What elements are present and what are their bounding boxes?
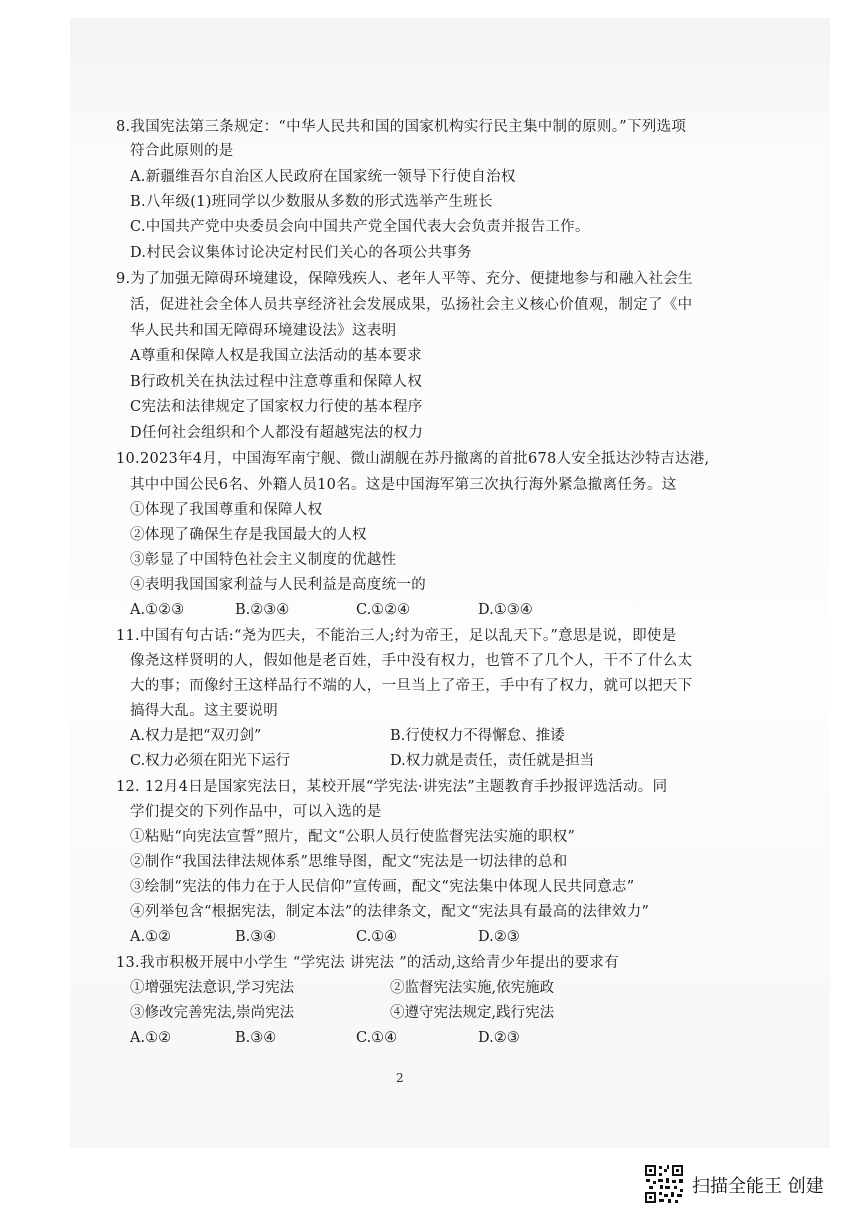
option-a: A.新疆维吾尔自治区人民政府在国家统一领导下行使自治权 — [130, 169, 516, 185]
option-c: C宪法和法律规定了国家权力行使的基本程序 — [130, 399, 423, 415]
choice-d: D.权力就是责任，责任就是担当 — [390, 753, 595, 769]
choice-b: B.行使权力不得懈怠、推诿 — [390, 728, 565, 744]
scanner-watermark — [644, 1164, 844, 1204]
option-a: A尊重和保障人权是我国立法活动的基本要求 — [130, 348, 422, 364]
question-stem: 像尧这样贤明的人，假如他是老百姓，手中没有权力，也管不了几个人，干不了什么太 — [130, 653, 693, 669]
page-number: 2 — [396, 1071, 404, 1085]
option-c: C.中国共产党中央委员会向中国共产党全国代表大会负责并报告工作。 — [130, 219, 590, 235]
choice-c: C.①②④ — [356, 602, 411, 618]
qr-code-icon — [644, 1164, 684, 1204]
question-stem: 活，促进社会全体人员共享经济社会发展成果，弘扬社会主义核心价值观，制定了《中 — [130, 297, 693, 313]
question-stem: 华人民共和国无障碍环境建设法》这表明 — [130, 323, 397, 339]
choice-c: C.①④ — [356, 1030, 398, 1046]
choice-b: B.③④ — [235, 929, 277, 945]
statement-item: ④列举包含“根据宪法，制定本法”的法律条文，配文“宪法具有最高的法律效力” — [130, 904, 650, 920]
choice-b: B.③④ — [235, 1030, 277, 1046]
choice-d: D.②③ — [478, 1030, 520, 1046]
choice-c: C.权力必须在阳光下运行 — [130, 753, 291, 769]
choice-a: A.①②③ — [130, 602, 185, 618]
option-b: B.八年级(1)班同学以少数服从多数的形式选举产生班长 — [130, 194, 493, 210]
choice-d: D.②③ — [478, 929, 520, 945]
option-b: B行政机关在执法过程中注意尊重和保障人权 — [130, 374, 423, 390]
statement-item: ④表明我国国家利益与人民利益是高度统一的 — [130, 577, 426, 593]
statement-item: ①粘贴“向宪法宣誓”照片，配文“公职人员行使监督宪法实施的职权” — [130, 829, 576, 845]
choice-a: A.权力是把“双刃剑” — [130, 728, 262, 744]
question-stem: 12. 12月4日是国家宪法日，某校开展“学宪法·讲宪法”主题教育手抄报评选活动。同 — [116, 779, 668, 795]
statement-item: ②监督宪法实施,依宪施政 — [390, 980, 555, 996]
question-stem: 学们提交的下列作品中，可以入选的是 — [130, 804, 382, 820]
question-stem: 11.中国有句古话:“尧为匹夫，不能治三人;纣为帝王，足以乱天下。”意思是说，即使是 — [116, 628, 677, 644]
choice-b: B.②③④ — [235, 602, 290, 618]
option-d: D.村民会议集体讨论决定村民们关心的各项公共事务 — [130, 245, 472, 261]
statement-item: ③彰显了中国特色社会主义制度的优越性 — [130, 552, 397, 568]
choice-a: A.①② — [130, 1030, 172, 1046]
statement-item: ③修改完善宪法,崇尚宪法 — [130, 1005, 295, 1021]
scanner-brand-label: 扫描全能王 创建 — [692, 1176, 824, 1197]
statement-item: ①体现了我国尊重和保障人权 — [130, 502, 323, 518]
option-d: D任何社会组织和个人都没有超越宪法的权力 — [130, 425, 424, 441]
statement-item: ②体现了确保生存是我国最大的人权 — [130, 527, 367, 543]
question-stem: 搞得大乱。这主要说明 — [130, 703, 278, 719]
choice-d: D.①③④ — [478, 602, 533, 618]
statement-item: ④遵守宪法规定,践行宪法 — [390, 1005, 555, 1021]
question-stem: 符合此原则的是 — [130, 143, 234, 159]
question-stem: 8.我国宪法第三条规定：“中华人民共和国的国家机构实行民主集中制的原则。”下列选项 — [116, 119, 687, 135]
statement-item: ①增强宪法意识,学习宪法 — [130, 980, 295, 996]
choice-c: C.①④ — [356, 929, 398, 945]
question-stem: 大的事；而像纣王这样品行不端的人，一旦当上了帝王，手中有了权力，就可以把天下 — [130, 678, 693, 694]
question-stem: 9.为了加强无障碍环境建设，保障残疾人、老年人平等、充分、便捷地参与和融入社会生 — [116, 271, 693, 287]
question-stem: 其中中国公民6名、外籍人员10名。这是中国海军第三次执行海外紧急撤离任务。这 — [130, 477, 677, 493]
statement-item: ②制作“我国法律法规体系”思维导图，配文“宪法是一切法律的总和 — [130, 854, 568, 870]
question-stem: 13.我市积极开展中小学生 “学宪法 讲宪法 ”的活动,这给青少年提出的要求有 — [116, 955, 620, 971]
statement-item: ③绘制“宪法的伟力在于人民信仰”宣传画，配文“宪法集中体现人民共同意志” — [130, 879, 635, 895]
question-stem: 10.2023年4月，中国海军南宁舰、微山湖舰在苏丹撤离的首批678人安全抵达沙特吉达港, — [116, 451, 710, 467]
choice-a: A.①② — [130, 929, 172, 945]
